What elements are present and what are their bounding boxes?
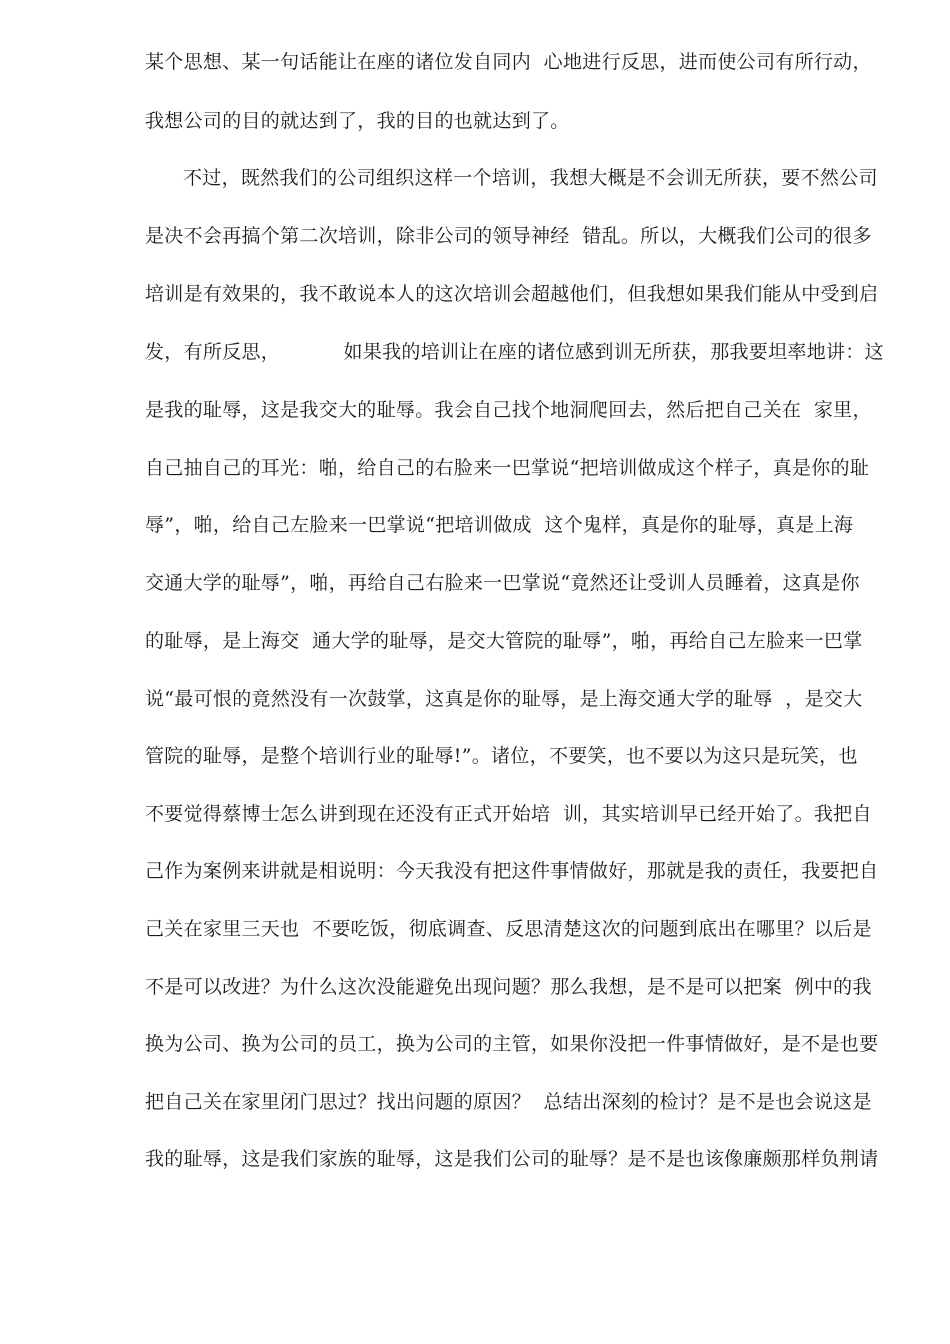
text-line: 发，有所反思， 如果我的培训让在座的诸位感到训无所获，那我要坦率地讲：这 <box>145 341 884 363</box>
text-line: 的耻辱，是上海交 通大学的耻辱，是交大管院的耻辱”，啪，再给自己左脸来一巴掌 <box>145 630 863 652</box>
text-line: 不要觉得蔡博士怎么讲到现在还没有正式开始培 训，其实培训早已经开始了。我把自 <box>145 803 872 825</box>
text-line: 管院的耻辱，是整个培训行业的耻辱!”。诸位，不要笑，也不要以为这只是玩笑，也 <box>145 745 858 767</box>
text-line: 培训是有效果的，我不敢说本人的这次培训会超越他们，但我想如果我们能从中受到启 <box>145 283 879 305</box>
paragraph-start-line: 不过，既然我们的公司组织这样一个培训，我想大概是不会训无所获，要不然公司 <box>183 167 878 189</box>
text-line: 说“最可恨的竟然没有一次鼓掌，这真是你的耻辱，是上海交通大学的耻辱 ，是交大 <box>145 688 863 710</box>
text-line: 是我的耻辱，这是我交大的耻辱。我会自己找个地洞爬回去，然后把自己关在 家里， <box>145 399 872 421</box>
text-line: 把自己关在家里闭门思过？找出问题的原因？ 总结出深刻的检讨？是不是也会说这是 <box>145 1091 872 1113</box>
text-line: 换为公司、换为公司的员工，换为公司的主管，如果你没把一件事情做好，是不是也要 <box>145 1033 879 1055</box>
text-line: 己关在家里三天也 不要吃饭，彻底调查、反思清楚这次的问题到底出在哪里？以后是 <box>145 918 872 940</box>
text-line: 某个思想、某一句话能让在座的诸位发自同内 心地进行反思，进而使公司有所行动， <box>145 51 872 73</box>
text-line: 自己抽自己的耳光：啪，给自己的右脸来一巴掌说“把培训做成这个样子，真是你的耻 <box>145 457 870 479</box>
text-line: 交通大学的耻辱”，啪，再给自己右脸来一巴掌说“竟然还让受训人员睡着，这真是你 <box>145 572 860 594</box>
text-line: 不是可以改进？为什么这次没能避免出现问题？那么我想，是不是可以把案 例中的我 <box>145 976 872 998</box>
text-line: 己作为案例来讲就是相说明：今天我没有把这件事情做好，那就是我的责任，我要把自 <box>145 860 879 882</box>
text-line: 是决不会再搞个第二次培训，除非公司的领导神经 错乱。所以，大概我们公司的很多 <box>145 225 872 247</box>
text-line: 我的耻辱，这是我们家族的耻辱，这是我们公司的耻辱？是不是也该像廉颇那样负荆请 <box>145 1148 879 1170</box>
text-line: 我想公司的目的就达到了，我的目的也就达到了。 <box>145 110 570 132</box>
text-line: 辱”，啪，给自己左脸来一巴掌说“把培训做成 这个鬼样，真是你的耻辱，真是上海 <box>145 514 854 536</box>
